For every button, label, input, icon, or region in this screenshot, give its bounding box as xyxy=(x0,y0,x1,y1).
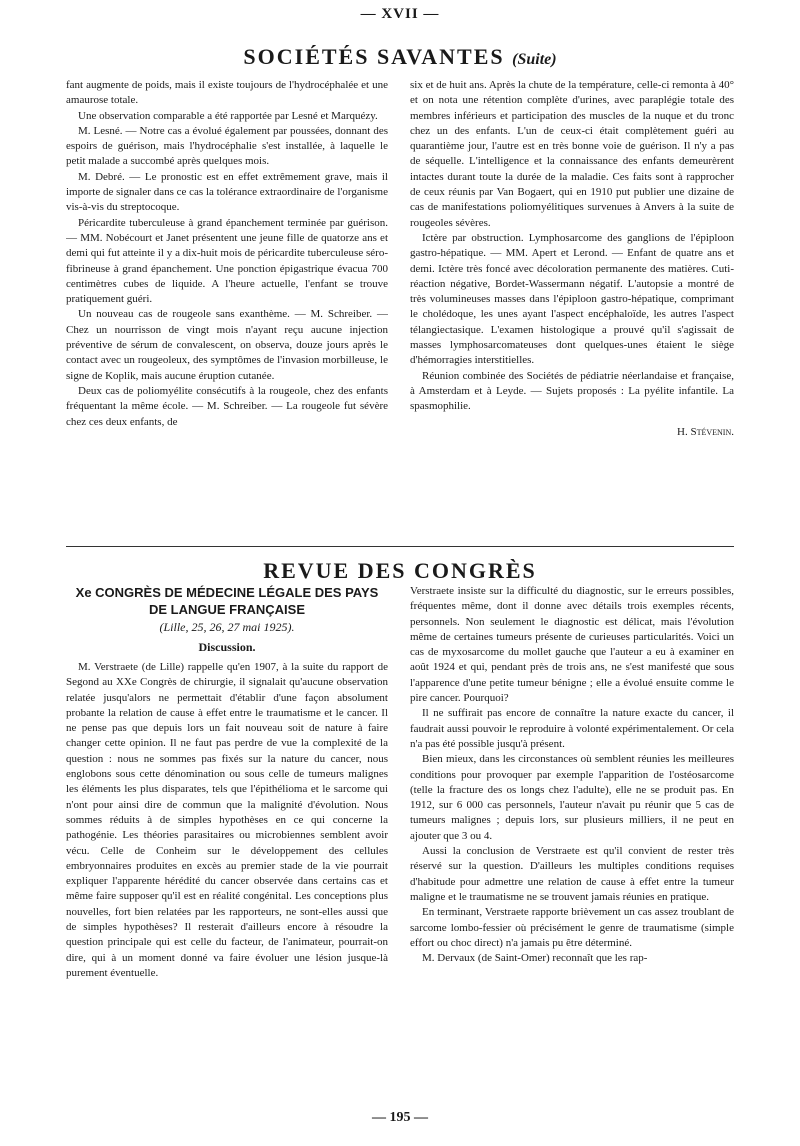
paragraph: six et de huit ans. Après la chute de la température, celle-ci remonta à 40° et on nota une rétention complète d'urines, avec paraplégie totale des membres inférieurs et participation des muscles de la nuque et du tronc chez un des enfants. L'un de ceux-ci était complètement guéri au quarantième jour, l'autre est en très bonne voie de guérison. Il n'y a pas de séquelle. L'intelligence et la connaissance des enfants demeurèrent intactes durant toute la durée de la maladie. Ces faits sont à rapprocher de ceux réunis par Van Bogaert, qui en 1910 put publier une dizaine de cas de manifestations poliomyélitiques survenues à Anvers à la suite de rougeoles sévères. xyxy=(410,79,734,229)
paragraph: Péricardite tuberculeuse à grand épanchement terminée par guérison. — MM. Nobécourt et Janet présentent une jeune fille de quatorze ans et demi qui fut atteinte il y a dix-huit mois de péricardite tuberculeuse séro-fibrineuse à grand épanchement. Une ponction épigastrique évacua 700 centimètres cubes de liquide. A l'heure actuelle, l'enfant se trouve pratiquement guéri. xyxy=(66,216,388,306)
section-title-revue: REVUE DES CONGRÈS xyxy=(263,558,537,583)
paragraph: Aussi la conclusion de Verstraete est qu'il convient de rester très réservé sur la question. D'ailleurs les multiples conditions requises d'habitude pour admettre une relation de cause à effet entre la tumeur maligne et le traumatisme ne se trouvent jamais réunies en pratique. xyxy=(410,845,734,903)
paragraph: M. Dervaux (de Saint-Omer) reconnaît que les rap- xyxy=(422,952,648,965)
page-number: — 195 — xyxy=(372,1110,428,1125)
revue-left-column xyxy=(66,660,388,1104)
paragraph: Bien mieux, dans les circonstances où semblent réunies les meilleures conditions pour provoquer par exemple l'apparition de l'ostéosarcome (telle la fracture des os longs chez l'adulte), elle ne se produit pas. En 1912, sur 6 000 cas personnels, l'auteur n'avait pu réunir que 5 cas de tumeurs malignes ; depuis lors, sur plusieurs milliers, il ne peut en ajouter que 3 ou 4. xyxy=(410,753,734,842)
section-divider xyxy=(66,546,734,547)
societes-right-column xyxy=(410,78,734,542)
paragraph: fant augmente de poids, mais il existe toujours de l'hydrocéphalée et une amaurose totale. xyxy=(66,79,388,107)
signature: H. Stévenin. xyxy=(677,425,734,438)
section-title-suite: (Suite) xyxy=(512,51,557,68)
paragraph: En terminant, Verstraete rapporte brièvement un cas assez troublant de sarcome lombo-fessier où précisément le genre de traumatisme (simple effort ou choc direct) n'a jamais pu être déterminé. xyxy=(410,906,734,949)
paragraph: M. Debré. — Le pronostic est en effet extrêmement grave, mais il importe de signaler dans ce cas la tolérance extraordinaire de l'organisme vis-à-vis du streptocoque. xyxy=(66,170,388,214)
congress-title: Xe CONGRÈS DE MÉDECINE LÉGALE DES PAYS DE LANGUE FRANÇAISE xyxy=(75,585,379,617)
discussion-heading: Discussion. xyxy=(198,640,256,654)
section-title-text: SOCIÉTÉS SAVANTES xyxy=(243,44,505,69)
paragraph: Deux cas de poliomyélite consécutifs à la rougeole, chez des enfants fréquentant la même école. — M. Schreiber. — La rougeole fut sévère chez ces deux enfants, de xyxy=(66,384,388,428)
paragraph: Il ne suffirait pas encore de connaître la nature exacte du cancer, il faudrait aussi pouvoir le reproduire à volonté expérimentalement. Or cela n'a pas été possible jusqu'à présent. xyxy=(410,707,734,750)
congress-date: (Lille, 25, 26, 27 mai 1925). xyxy=(159,620,295,634)
paragraph: Un nouveau cas de rougeole sans exanthème. — M. Schreiber. — Chez un nourrisson de vingt mois n'ayant reçu aucune injection préventive de sérum de convalescent, on observa, douze jours après le contact avec un rougeoleux, des symptômes de l'invasion morbilleuse, le signe de Koplik, mais aucune éruption cutanée. xyxy=(66,308,388,382)
running-head: — XVII — xyxy=(360,6,440,22)
societes-left-column xyxy=(66,78,388,542)
paragraph: Ictère par obstruction. Lymphosarcome des ganglions de l'épiploon gastro-hépatique. — MM. Apert et Lerond. — Enfant de quatre ans et demi. Ictère très foncé avec décoloration permanente des matières. Cuti-réaction négative, Bordet-Wassermann négatif. L'autopsie a montré de très volumineuses masses dans l'épiploon gastro-hépatique, comprimant le cholédoque, les unes ayant l'aspect encéphaloïde, les autres l'aspect télangiectasique. L'examen histologique a prouvé qu'il s'agissait de masses lymphosarcomateuses dont quelques-unes étaient le siège d'hémorragies interstitielles. xyxy=(410,231,734,367)
paragraph: M. Verstraete (de Lille) rappelle qu'en 1907, à la suite du rapport de Segond au XXe Congrès de chirurgie, il signalait qu'aucune observation relatée jusqu'alors ne permettait d'établir d'une façon absolument probante la relation de cause à effet entre le traumatisme et le cancer. Il ne pense pas que depuis lors un fait nouveau soit de nature à faire changer cette opinion. Il ne faut pas perdre de vue la complexité de la question : nous ne sommes pas fixés sur la nature du cancer, nous englobons sous cette dénomination ou sous celle de tumeurs malignes les éléments les plus disparates, tels que l'épithélioma et le sarcome qui n'ont pour ainsi dire de commun que la malignité d'évolution. Nous sommes réduits à de simples hypothèses en ce qui concerne la pathogénie. Les théories parasitaires ou microbiennes semblent avoir vécu. Celle de Conheim sur le développement des cellules embryonnaires produites en excès au premier stade de la vie pourrait expliquer l'apparente hérédité du cancer observée dans certains cas et même faire supposer qu'il est en réalité congénital. Les conceptions plus nouvelles, fort bien relatées par les rapporteurs, ne sont-elles aussi que de simples hypothèses? Il resterait d'ailleurs encore à résoudre la question principale qui est celle du facteur, de l'animateur, pourrait-on dire, qui à un moment donné va faire évoluer une lésion jusque-là purement éventuelle. xyxy=(66,661,388,979)
paragraph: Une observation comparable a été rapportée par Lesné et Marquézy. xyxy=(78,109,378,122)
paragraph: Verstraete insiste sur la difficulté du diagnostic, sur le erreurs possibles, fréquentes même, dont il donne avec détails trois exemples récents, personnels. Non seulement le diagnostic est délicat, mais l'évolution même de certaines tumeurs présente de curieuses particularités. Voici un cas de myxosarcome du mollet gauche que l'auteur a eu à examiner en août 1924 et qui, pendant près de trois ans, ne s'est manifesté que sous l'apparence d'une petite tumeur bénigne ; elle a évolué ensuite comme le pire cancer. Pourquoi? xyxy=(410,585,734,705)
paragraph: Réunion combinée des Sociétés de pédiatrie néerlandaise et française, à Amsterdam et à Leyde. — Sujets proposés : La pyélite infantile. La spasmophilie. xyxy=(410,369,734,413)
paragraph: M. Lesné. — Notre cas a évolué également par poussées, donnant des espoirs de guérison, mais l'hydrocéphalie s'est installée, à laquelle le petit malade a succombé après quelques mois. xyxy=(66,124,388,168)
revue-right-column xyxy=(410,584,734,1104)
section-title-societes xyxy=(0,44,800,70)
